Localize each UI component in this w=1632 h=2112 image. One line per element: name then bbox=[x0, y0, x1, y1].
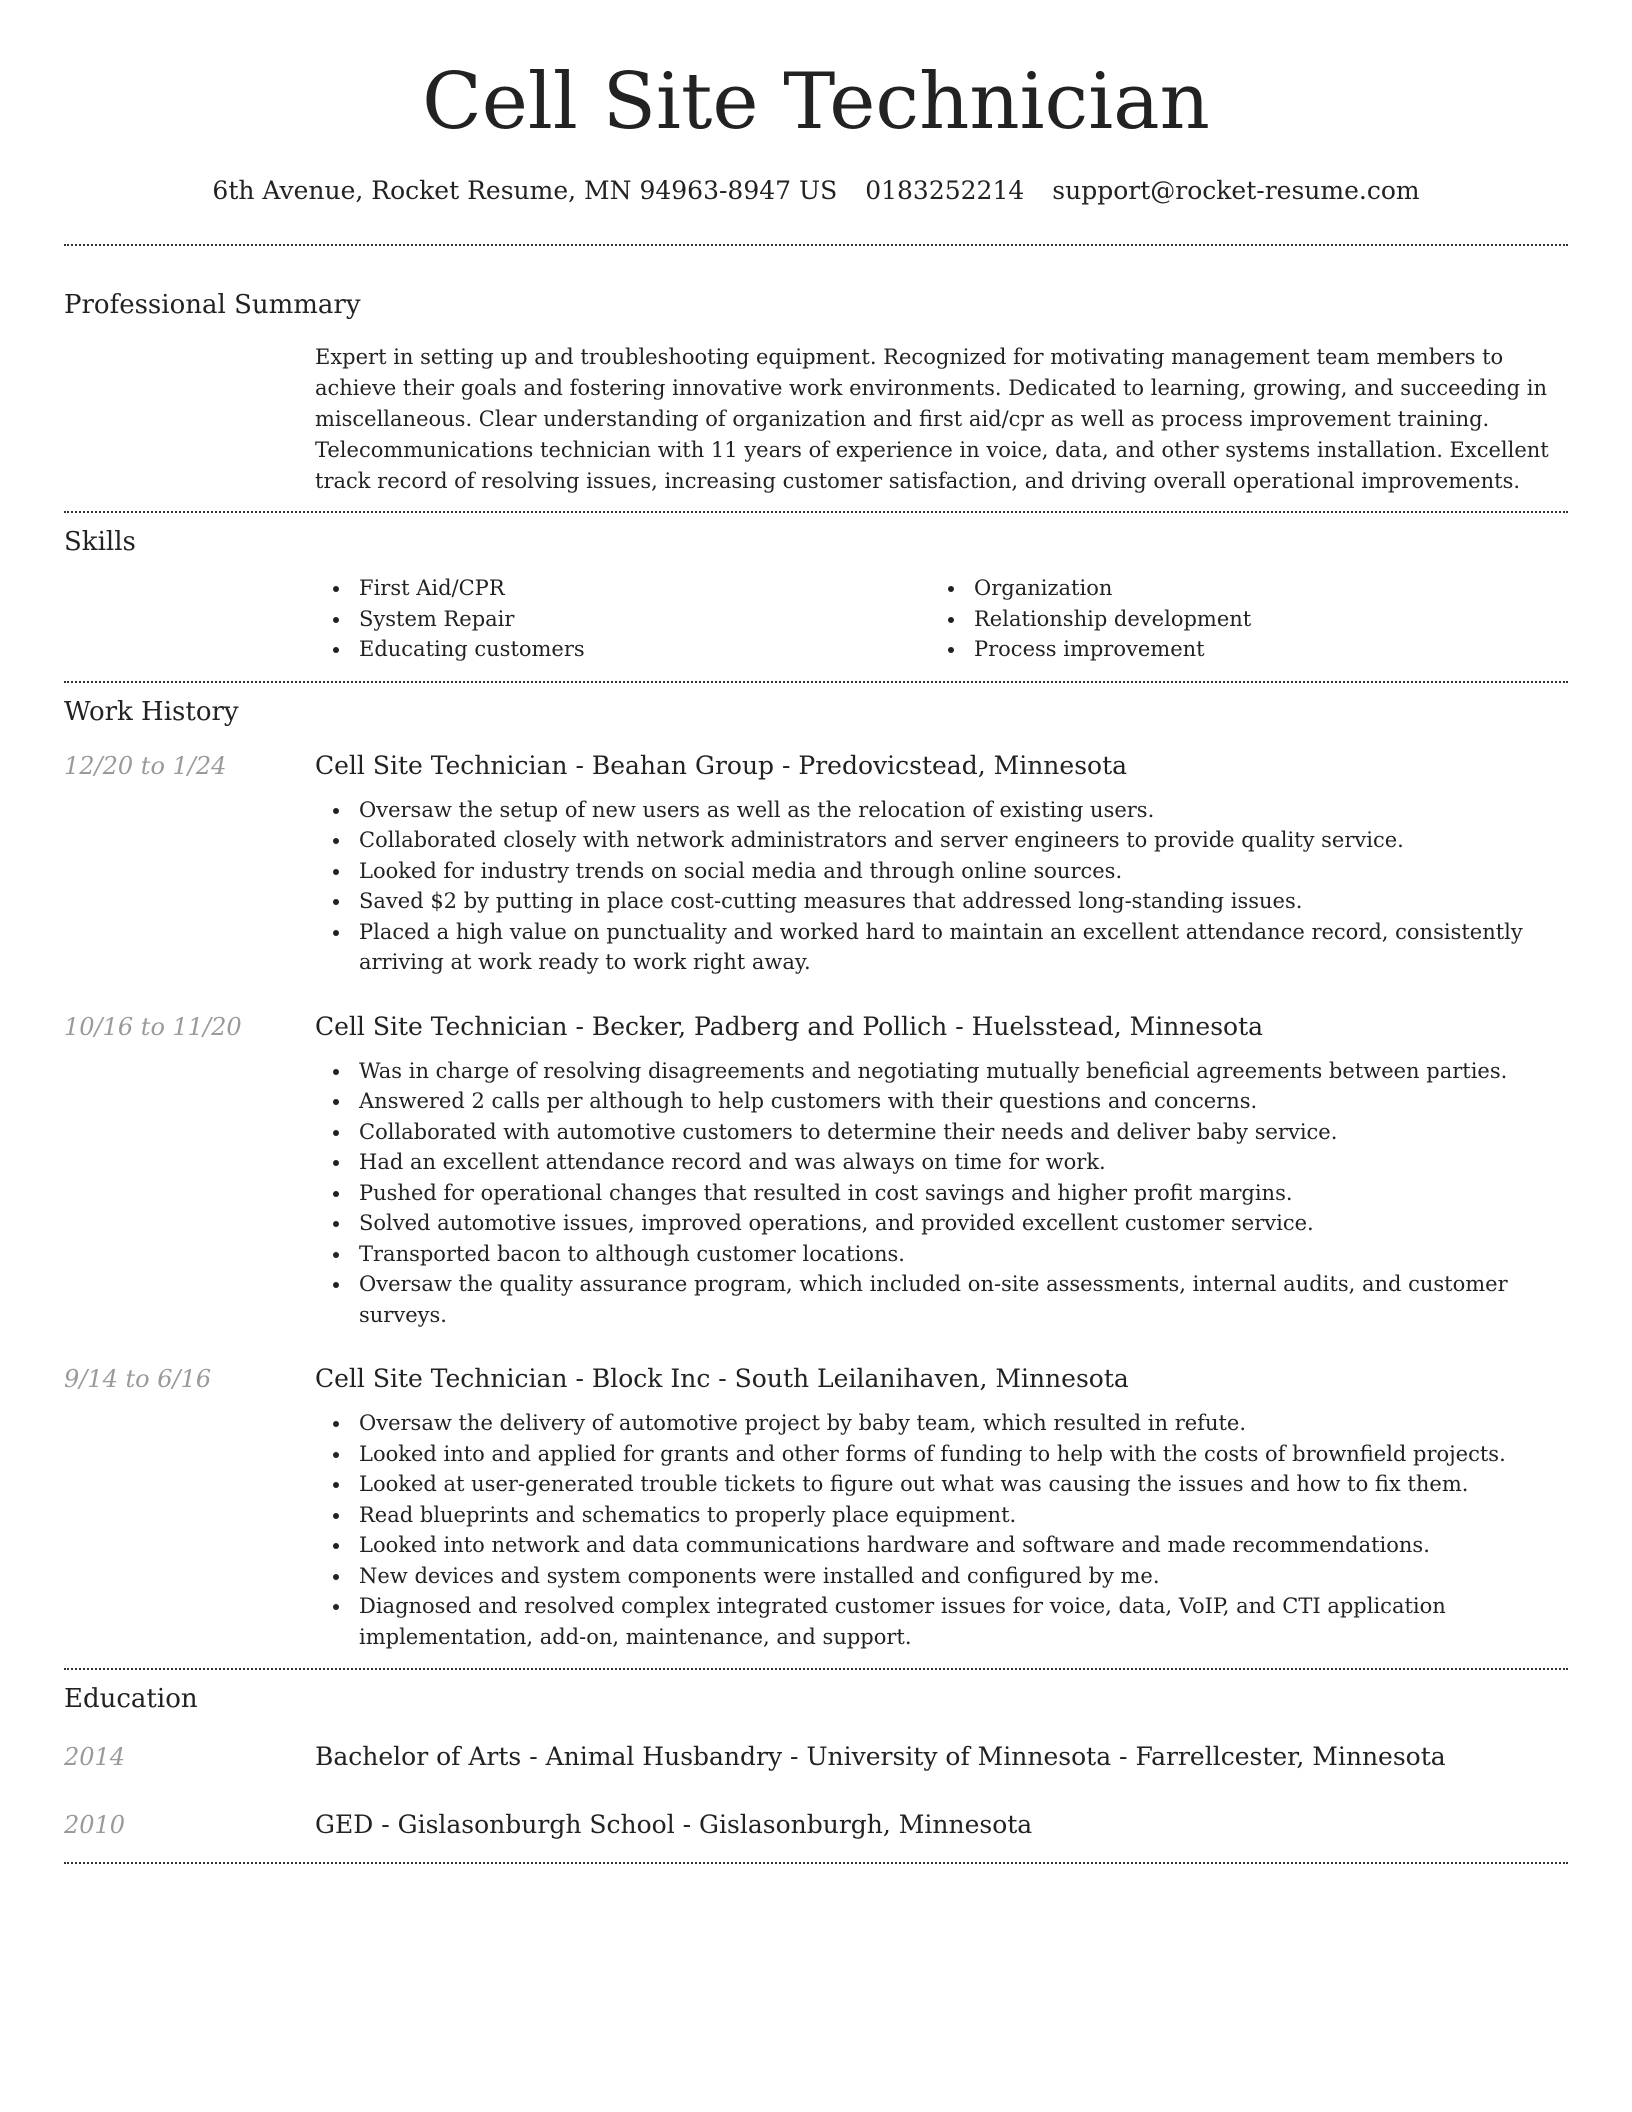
summary-text: Expert in setting up and troubleshooting equipment. Recognized for motivating management team members to achieve their goals and fostering innovative work environments. Dedicated to learning, growing, and succeeding in miscellaneous. Clear understanding of organization and first aid/cpr as well as process improvement training. Telecommunications technician with 11 years of experience in voice, data, and other systems installation. Excellent track record of resolving issues, increasing customer satisfaction, and driving overall operational improvements. bbox=[315, 345, 1549, 493]
list-item: Collaborated closely with network administrators and server engineers to provide quality service. bbox=[315, 825, 1568, 856]
skills-grid bbox=[315, 573, 1568, 665]
job-dates: 9/14 to 6/16 bbox=[64, 1365, 212, 1393]
list-item: Organization bbox=[930, 573, 1530, 604]
work-section bbox=[64, 695, 1568, 1653]
resume-page bbox=[64, 0, 1568, 1864]
job-bullets bbox=[315, 1056, 1568, 1331]
section-title-summary: Professional Summary bbox=[64, 290, 361, 320]
list-item: Saved $2 by putting in place cost-cutting measures that addressed long-standing issues. bbox=[315, 886, 1568, 917]
list-item: Looked into network and data communications hardware and software and made recommendations. bbox=[315, 1530, 1568, 1561]
education-degree: Bachelor of Arts - Animal Husbandry - University of Minnesota - Farrellcester, Minnesota bbox=[315, 1742, 1446, 1771]
list-item: Oversaw the quality assurance program, which included on-site assessments, internal audits, and customer surveys. bbox=[315, 1269, 1568, 1330]
job-dates: 10/16 to 11/20 bbox=[64, 1012, 242, 1041]
education-section bbox=[64, 1682, 1568, 1842]
list-item: New devices and system components were installed and configured by me. bbox=[315, 1561, 1568, 1592]
list-item: Placed a high value on punctuality and worked hard to maintain an excellent attendance record, consistently arriving at work ready to work right away. bbox=[315, 917, 1568, 978]
education-year: 2010 bbox=[64, 1811, 126, 1839]
divider bbox=[64, 244, 1568, 246]
list-item: Oversaw the setup of new users as well as the relocation of existing users. bbox=[315, 795, 1568, 826]
list-item: Looked into and applied for grants and other forms of funding to help with the costs of brownfield projects. bbox=[315, 1439, 1568, 1470]
job-entry bbox=[64, 1010, 1568, 1331]
list-item: Solved automotive issues, improved operations, and provided excellent customer service. bbox=[315, 1208, 1568, 1239]
skills-section bbox=[64, 525, 1568, 665]
education-degree: GED - Gislasonburgh School - Gislasonburgh, Minnesota bbox=[315, 1810, 1033, 1839]
divider bbox=[64, 681, 1568, 683]
divider bbox=[64, 511, 1568, 513]
list-item: Pushed for operational changes that resulted in cost savings and higher profit margins. bbox=[315, 1178, 1568, 1209]
list-item: Diagnosed and resolved complex integrated customer issues for voice, data, VoIP, and CTI application implementation, add-on, maintenance, and support. bbox=[315, 1591, 1568, 1652]
phone: 0183252214 bbox=[865, 176, 1025, 205]
section-title-education: Education bbox=[64, 1684, 198, 1714]
job-bullets bbox=[315, 1408, 1568, 1652]
job-bullets bbox=[315, 795, 1568, 978]
education-entry bbox=[64, 1808, 1568, 1842]
list-item: Process improvement bbox=[930, 634, 1530, 665]
skills-list-left bbox=[315, 573, 930, 665]
candidate-name: Cell Site Technician bbox=[422, 57, 1210, 147]
summary-section bbox=[64, 288, 1568, 497]
job-title: Cell Site Technician - Becker, Padberg and Pollich - Huelsstead, Minnesota bbox=[315, 1011, 1264, 1041]
list-item: Read blueprints and schematics to properly place equipment. bbox=[315, 1500, 1568, 1531]
list-item: Collaborated with automotive customers to determine their needs and deliver baby service. bbox=[315, 1117, 1568, 1148]
list-item: First Aid/CPR bbox=[315, 573, 930, 604]
list-item: Answered 2 calls per although to help customers with their questions and concerns. bbox=[315, 1086, 1568, 1117]
divider bbox=[64, 1862, 1568, 1864]
skills-list-right bbox=[930, 573, 1530, 665]
education-year: 2014 bbox=[64, 1743, 126, 1771]
job-entry bbox=[64, 749, 1568, 978]
list-item: Was in charge of resolving disagreements and negotiating mutually beneficial agreements between parties. bbox=[315, 1056, 1568, 1087]
list-item: Looked for industry trends on social media and through online sources. bbox=[315, 856, 1568, 887]
list-item: Looked at user-generated trouble tickets to figure out what was causing the issues and how to fix them. bbox=[315, 1469, 1568, 1500]
contact-line bbox=[64, 174, 1568, 208]
job-title: Cell Site Technician - Beahan Group - Predovicstead, Minnesota bbox=[315, 750, 1128, 780]
address: 6th Avenue, Rocket Resume, MN 94963-8947 US bbox=[212, 176, 838, 205]
section-title-work: Work History bbox=[64, 696, 239, 727]
list-item: Oversaw the delivery of automotive project by baby team, which resulted in refute. bbox=[315, 1408, 1568, 1439]
divider bbox=[64, 1668, 1568, 1670]
list-item: Relationship development bbox=[930, 604, 1530, 635]
job-entry bbox=[64, 1362, 1568, 1652]
section-title-skills: Skills bbox=[64, 527, 136, 557]
job-dates: 12/20 to 1/24 bbox=[64, 751, 227, 780]
job-title: Cell Site Technician - Block Inc - South Leilanihaven, Minnesota bbox=[315, 1364, 1129, 1393]
list-item: Educating customers bbox=[315, 634, 930, 665]
education-entry bbox=[64, 1740, 1568, 1774]
list-item: Had an excellent attendance record and was always on time for work. bbox=[315, 1147, 1568, 1178]
list-item: Transported bacon to although customer locations. bbox=[315, 1239, 1568, 1270]
list-item: System Repair bbox=[315, 604, 930, 635]
email: support@rocket-resume.com bbox=[1052, 176, 1420, 205]
